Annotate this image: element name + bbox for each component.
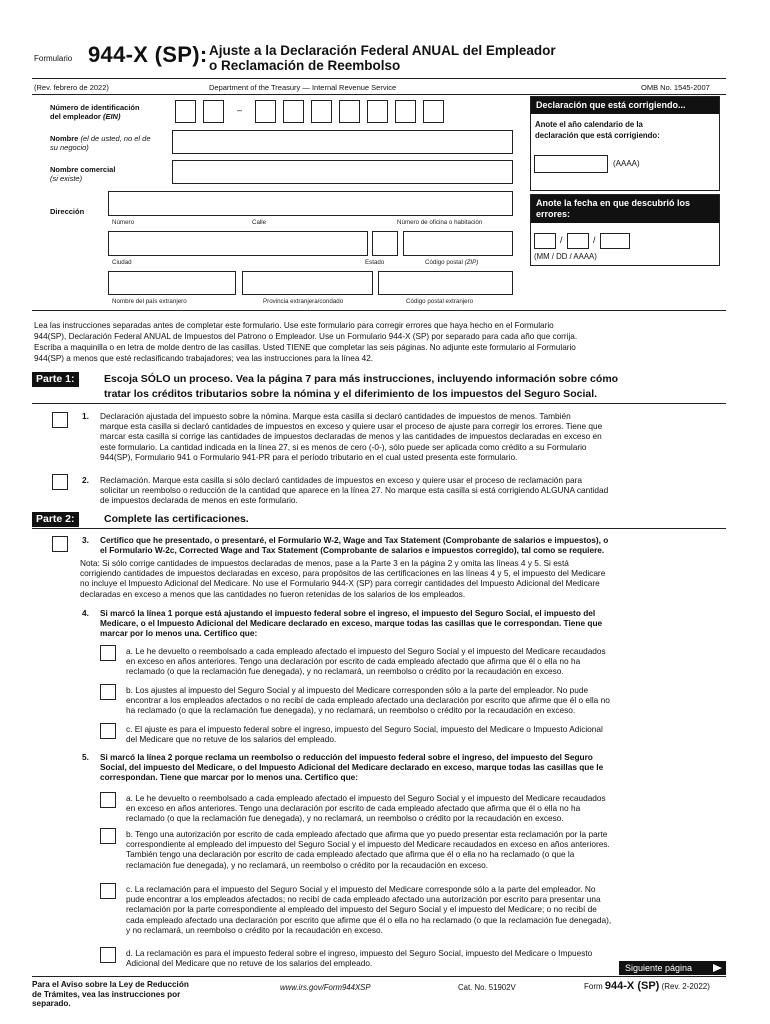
line3-text: Certifico que he presentado, o presentaré, el Formulario W-2, Wage and Tax Statement (Comprobante de salarios e impuestos), o el Formulario W-2c, Corrected Wage and Tax Statement (Comprobante de salarios e impuestos corregido), tal como se requiere. [100, 535, 609, 556]
part1-header [32, 372, 726, 387]
part1-tag: Parte 1: [32, 372, 79, 387]
ein-digit-2[interactable] [203, 100, 224, 123]
comercial-label: Nombre comercial (si existe) [50, 165, 116, 183]
line1-checkbox[interactable] [52, 412, 68, 428]
header-rule [32, 78, 726, 79]
next-page-indicator [619, 961, 726, 975]
codigo-sublabel: Código postal (ZIP) [425, 259, 479, 266]
line5c-text: c. La reclamación para el impuesto del Seguro Social y el impuesto del Medicare corresponde sólo a la parte del empleador. No pude encontrar a los empleados afectados; no recibí de cada empleado afectado una autorización por escrito para presentar una reclamación por la parte correspondiente al empleado del impuesto del Seguro Social y el impuesto del Medicare; o no recibí de cada empleado afectado una declaración por escrito que afirme que él o ella no ha reclamado (o que la reclamación fue denegada), y no reclamará, un reembolso o crédito por la recaudación en exceso. [126, 884, 612, 935]
ein-digit-4[interactable] [283, 100, 304, 123]
line2-number: 2. [82, 475, 89, 485]
ein-digit-6[interactable] [339, 100, 360, 123]
line4c-text: c. El ajuste es para el impuesto federal sobre el ingreso, impuesto del Seguro Social, impuesto del Medicare o Impuesto Adicional del Medicare que no retuve de los salarios del empleado. [126, 724, 603, 745]
part1-title: Escoja SÓLO un proceso. Vea la página 7 para más instrucciones, incluyendo información sobre cómo [104, 373, 619, 385]
part2-header [32, 512, 726, 527]
department-line: Department of the Treasury — Internal Revenue Service [209, 83, 397, 92]
year-discovered-input[interactable] [600, 233, 630, 249]
line4c-checkbox[interactable] [100, 723, 116, 739]
footer-form-id: Form 944-X (SP) (Rev. 2-2022) [584, 980, 710, 992]
form-title-line1: Ajuste a la Declaración Federal ANUAL del Empleador [209, 43, 556, 58]
line5-text: Si marcó la línea 2 porque reclama un reembolso o reducción del impuesto federal sobre el ingreso, del impuesto del Seguro Social, del impuesto del Medicare, o del Impuesto Adicional del Medicare declarado en exceso, marque todas las casillas que le correspondan. Tiene que marcar por lo menos una. Certifico que: [100, 752, 604, 783]
estado-field[interactable] [372, 231, 398, 256]
line4a-checkbox[interactable] [100, 645, 116, 661]
ein-digit-7[interactable] [367, 100, 388, 123]
line5b-text: b. Tengo una autorización por escrito de cada empleado afectado que afirma que yo puedo presentar esta reclamación por la parte correspondiente al empleado del impuesto del Seguro Social y el impuesto del Medicare recaudados en exceso en años anteriores. También tengo una declaración por escrito de cada empleado afectado que afirma que él o ella no ha reclamado (o que la reclamación fue denegada), y no reclamará, un reembolso o crédito por la recaudación en exceso. [126, 829, 610, 870]
direccion-label: Dirección [50, 207, 85, 216]
line4-number: 4. [82, 608, 89, 618]
nombre-field[interactable] [172, 130, 513, 154]
line1-number: 1. [82, 411, 89, 421]
next-page-label: Siguiente página [625, 963, 693, 973]
header-rule-2 [32, 94, 726, 95]
pais-sublabel: Nombre del país extranjero [112, 298, 187, 305]
part2-rule [32, 528, 726, 529]
ein-dash: – [237, 105, 243, 115]
omb-number: OMB No. 1545-2007 [641, 83, 710, 92]
part2-tag: Parte 2: [32, 512, 79, 527]
line5d-text: d. La reclamación es para el impuesto federal sobre el ingreso, impuesto del Seguro Social, impuesto del Medicare o Impuesto Adicional del Medicare que no retuve de los salarios del empleado. [126, 948, 593, 969]
form-title-line2: o Reclamación de Reembolso [209, 58, 401, 73]
line2-text: Reclamación. Marque esta casilla si sólo declaró cantidades de impuestos en exceso y quiere usar el proceso de reclamación para solicitar un reembolso o reducción de la cantidad que aparece en la línea 27. No marque esta casilla si está corrigiendo ALGUNA cantidad de impuestos declarada de menos en este formulario. [100, 475, 609, 506]
line5b-checkbox[interactable] [100, 828, 116, 844]
date-slash-2: / [593, 235, 596, 245]
line5a-checkbox[interactable] [100, 792, 116, 808]
numero-sublabel: Número [112, 219, 135, 226]
part2-title: Complete las certificaciones. [104, 513, 249, 525]
direccion-field[interactable] [108, 191, 513, 216]
arrow-right-icon [713, 964, 722, 972]
form-number: 944-X (SP): [88, 42, 208, 67]
oficina-sublabel: Número de oficina o habitación [397, 219, 483, 226]
estado-sublabel: Estado [365, 259, 385, 266]
line5a-text: a. Le he devuelto o reembolsado a cada empleado afectado el impuesto del Seguro Social y el impuesto del Medicare recaudados en exceso en años anteriores. Tengo una declaración por escrito de cada empleado afectado que afirma que él o ella no ha reclamado (o que la reclamación fue denegada), y no reclamará, un reembolso o crédito por la recaudación en exceso. [126, 793, 606, 824]
provincia-field[interactable] [242, 271, 373, 295]
ein-digit-3[interactable] [255, 100, 276, 123]
cat-number: Cat. No. 51902V [458, 983, 516, 992]
formulario-label: Formulario [34, 54, 73, 63]
entity-bottom-rule [32, 310, 726, 311]
codigo-extranjero-field[interactable] [378, 271, 513, 295]
revision-date: (Rev. febrero de 2022) [34, 83, 109, 92]
aviso-text: Para el Aviso sobre la Ley de Reducción de Trámites, vea las instrucciones por separado. [32, 980, 189, 1008]
line5c-checkbox[interactable] [100, 883, 116, 899]
part1-title-line2: tratar los créditos tributarios sobre la nómina y el diferimiento de los impuestos del Seguro Social. [104, 388, 598, 400]
year-format: (AAAA) [613, 159, 640, 168]
irs-url[interactable]: www.irs.gov/Form944XSP [280, 983, 371, 992]
nota-text: Nota: Si sólo corrige cantidades de impuestos declaradas de menos, pase a la Parte 3 en la página 2 y omita las líneas 4 y 5. Si está corrigiendo cantidades de impuestos declaradas en exceso, para propósitos de las certificaciones en las líneas 4 y 5, el impuesto del Medicare no incluye el Impuesto Adicional del Medicare. No use el Formulario 944-X (SP) para corregir cantidades del Impuesto Adicional del Medicare declaradas en exceso a menos que las cantidades no fueron retenidas de los salarios de los empleados. [80, 558, 606, 599]
footer-rule [32, 976, 726, 977]
line3-checkbox[interactable] [52, 536, 68, 552]
line5-number: 5. [82, 752, 89, 762]
month-input[interactable] [534, 233, 556, 249]
comercial-field[interactable] [172, 160, 513, 184]
line4a-text: a. Le he devuelto o reembolsado a cada empleado afectado el impuesto del Seguro Social y el impuesto del Medicare recaudados en exceso en años anteriores. Tengo una declaración por escrito de cada empleado afectado que afirma que él o ella no ha reclamado (o que la reclamación fue denegada), y no reclamará, un reembolso o crédito por la recaudación en exceso. [126, 646, 606, 677]
line4-text: Si marcó la línea 1 porque está ajustando el impuesto federal sobre el ingreso, el impuesto del Seguro Social, el impuesto del Medicare, o el Impuesto Adicional del Medicare declarado en exceso, marque todas las casillas que le correspondan. Tiene que marcar por lo menos una. Certifico que: [100, 608, 603, 639]
provincia-sublabel: Provincia extranjera/condado [263, 298, 344, 305]
ein-digit-5[interactable] [311, 100, 332, 123]
ciudad-sublabel: Ciudad [112, 259, 132, 266]
date-format: (MM / DD / AAAA) [534, 252, 597, 261]
correccion-panel [530, 96, 720, 191]
line5d-checkbox[interactable] [100, 947, 116, 963]
part1-rule [32, 403, 726, 404]
codigo-postal-field[interactable] [403, 231, 513, 256]
ein-digit-9[interactable] [423, 100, 444, 123]
line4b-text: b. Los ajustes al impuesto del Seguro Social y al impuesto del Medicare corresponden sólo a la parte del empleador. No pude encontrar a los empleados afectados o no recibí de cada empleado afectado una declaración por escrito que afirme que él o ella no ha reclamado (o que la reclamación fue denegada), y no reclamará, un reembolso o crédito por la recaudación en exceso. [126, 685, 610, 716]
fecha-header: Anote la fecha en que descubrió los errores: [531, 195, 719, 223]
day-input[interactable] [567, 233, 589, 249]
line1-text: Declaración ajustada del impuesto sobre la nómina. Marque esta casilla si declaró cantidades de impuestos de menos. También marque esta casilla si declaró cantidades de impuestos en exceso y quiere usar el proceso de ajuste para corregir los errores. Tiene que marcar esta casilla si corrige las cantidades de impuestos declaradas de menos y las cantidades de impuestos declaradas en exceso en este formulario. La cantidad indicada en la línea 27, si es menos de cero (-0-), sólo puede ser aplicada como crédito a su Formulario 944(SP), Formulario 941 o Formulario 941-PR para el período tributario en el cual usted presenta este formulario. [100, 411, 603, 462]
correccion-header: Declaración que está corrigiendo... [531, 97, 719, 114]
line2-checkbox[interactable] [52, 474, 68, 490]
fecha-panel [530, 194, 720, 266]
calle-sublabel: Calle [252, 219, 267, 226]
ein-label: Número de identificación del empleador (EIN) [50, 103, 140, 121]
nombre-label: Nombre (el de usted, no el de su negocio) [50, 134, 151, 152]
ein-digit-8[interactable] [395, 100, 416, 123]
year-input[interactable] [534, 155, 608, 173]
line4b-checkbox[interactable] [100, 684, 116, 700]
codigo-ext-sublabel: Código postal extranjero [406, 298, 474, 305]
ciudad-field[interactable] [108, 231, 368, 256]
pais-field[interactable] [108, 271, 236, 295]
line3-number: 3. [82, 535, 89, 545]
date-slash-1: / [560, 235, 563, 245]
correccion-text: Anote el año calendario de la declaración que está corrigiendo: [535, 120, 660, 140]
intro-paragraph: Lea las instrucciones separadas antes de completar este formulario. Use este formulario para corregir errores que haya hecho en el Formulario 944(SP), Declaración Federal ANUAL de Impuestos del Patrono o Empleador. Use un Formulario 944-X (SP) por separado para cada año que corrija. Escriba a maquinilla o en letra de molde dentro de las casillas. Usted TIENE que completar las seis páginas. No adjunte este formulario al Formulario 944(SP) a menos que esté reclasificando trabajadores; vea las instrucciones para la línea 42. [34, 321, 578, 363]
ein-digit-1[interactable] [175, 100, 196, 123]
